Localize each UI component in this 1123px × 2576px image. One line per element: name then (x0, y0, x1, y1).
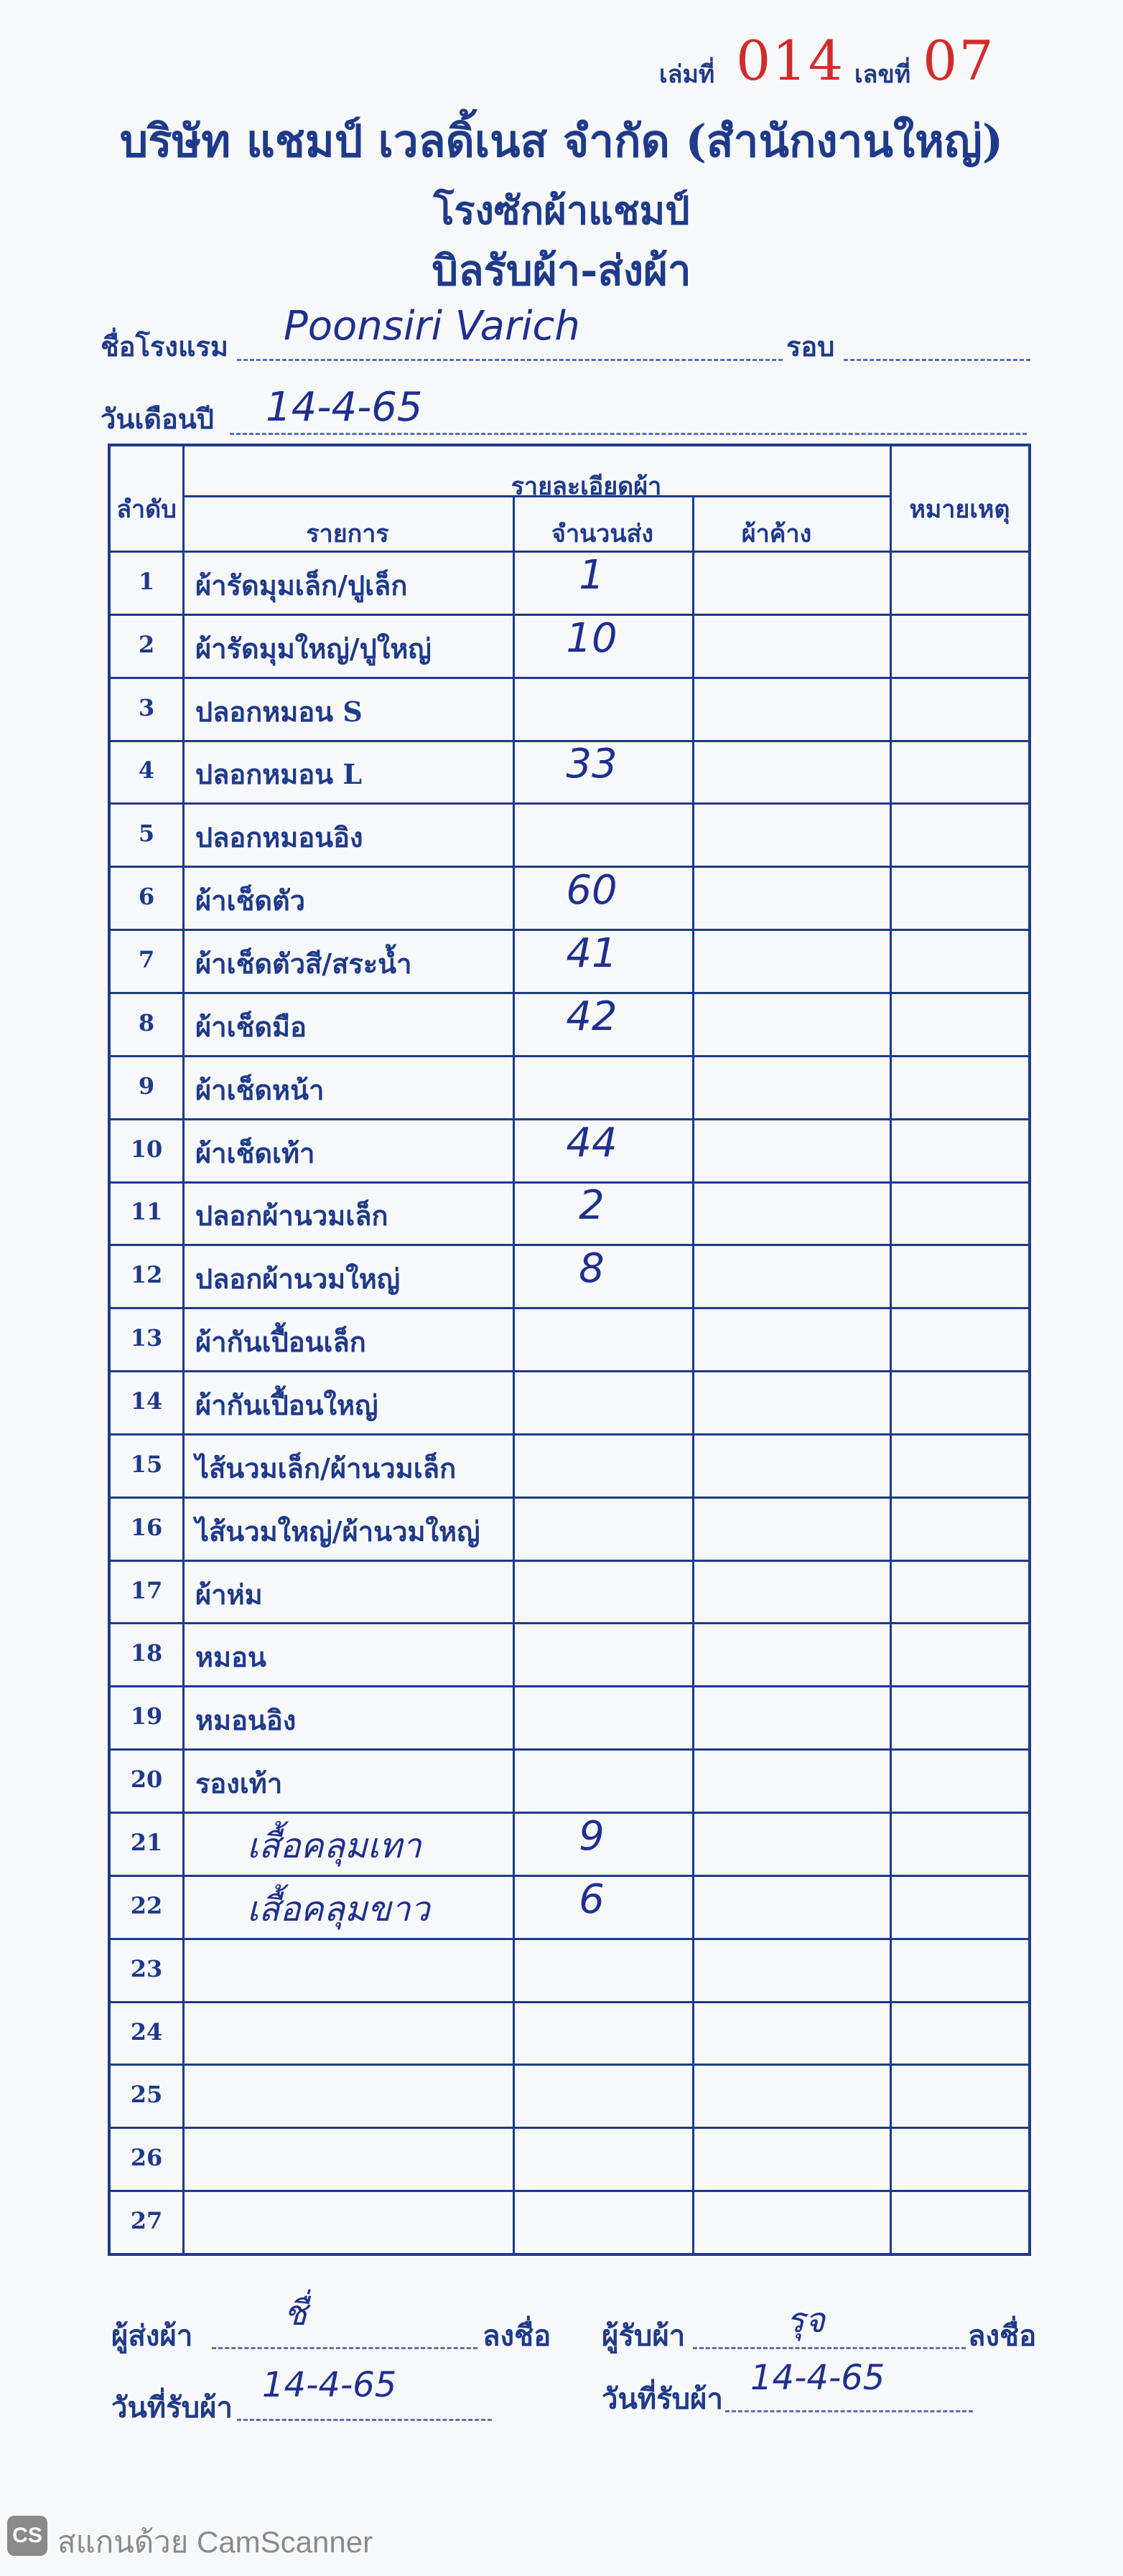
sender-sign: ชื่ (284, 2293, 307, 2333)
row-number: 27 (130, 2207, 163, 2235)
row-item: ผ้ารัดมุมใหญ่/ปูใหญ่ (195, 632, 432, 665)
row-send-qty: 60 (566, 867, 618, 914)
row-number: 13 (130, 1324, 163, 1352)
row-item: ปลอกหมอน L (195, 758, 363, 791)
row-item: ผ้าเช็ดหน้า (195, 1073, 325, 1106)
row-handwritten-item: เสื้อคลุมเทา (247, 1825, 421, 1866)
right-date-value: 14-4-65 (750, 2358, 885, 2398)
row-item: หมอนอิง (195, 1704, 297, 1737)
row-divider (111, 1307, 1028, 1309)
row-send-qty: 6 (579, 1875, 605, 1923)
row-send-qty: 44 (566, 1119, 618, 1166)
col-remark-header: หมายเหตุ (909, 495, 1010, 524)
date-value: 14-4-65 (266, 384, 423, 431)
row-item: ปลอกหมอน S (195, 695, 363, 728)
col-pending-header: ผ้าค้าง (741, 520, 812, 548)
left-date-line (237, 2419, 492, 2421)
sender-label: ผู้ส่งผ้า (111, 2319, 193, 2353)
row-number: 12 (130, 1261, 163, 1289)
date-line (230, 433, 1027, 435)
book-number-row (646, 22, 1020, 100)
row-divider (111, 1938, 1028, 1940)
receiver-label: ผู้รับผ้า (602, 2319, 686, 2353)
row-number: 14 (130, 1387, 163, 1415)
column-divider (692, 495, 694, 2253)
row-number: 16 (130, 1513, 163, 1541)
plant-name: โรงซักผ้าแชมป์ (433, 187, 690, 233)
row-item: ไส้นวมใหญ่/ผ้านวมใหญ่ (195, 1514, 480, 1547)
row-number: 5 (138, 820, 155, 848)
row-number: 25 (130, 2081, 163, 2109)
row-divider (111, 2190, 1028, 2192)
row-item: ผ้ากันเปื้อนเล็ก (195, 1326, 366, 1359)
row-send-qty: 33 (566, 741, 618, 788)
round-label: รอบ (786, 330, 835, 362)
row-number: 4 (138, 757, 155, 784)
col-no-header: ลำดับ (116, 495, 177, 524)
row-item: ปลอกผ้านวมใหญ่ (195, 1263, 401, 1296)
row-number: 22 (130, 1891, 163, 1919)
left-date-label: วันที่รับผ้า (111, 2391, 233, 2425)
right-date-line (725, 2410, 973, 2412)
row-divider (111, 2064, 1028, 2066)
row-divider (111, 677, 1028, 679)
row-item: ผ้าเช็ดตัวสี/สระน้ำ (195, 947, 412, 980)
row-item: ผ้าเช็ดมือ (195, 1010, 307, 1043)
camscanner-text: สแกนด้วย CamScanner (57, 2525, 373, 2559)
row-number: 20 (130, 1766, 163, 1794)
hotel-label: ชื่อโรงแรม (101, 330, 228, 362)
receiver-line (693, 2347, 966, 2349)
sign-label-right: ลงชื่อ (968, 2319, 1037, 2353)
row-send-qty: 8 (579, 1245, 605, 1293)
date-label: วันเดือนปี (101, 403, 214, 435)
hotel-value: Poonsiri Varich (284, 303, 580, 350)
row-item: ผ้ารัดมุมเล็ก/ปูเล็ก (195, 568, 408, 601)
hotel-line (237, 359, 783, 361)
row-number: 9 (138, 1072, 155, 1100)
row-send-qty: 1 (579, 551, 605, 599)
row-item: ผ้ากันเปื้อนใหญ่ (195, 1389, 378, 1421)
row-item: หมอน (195, 1641, 266, 1674)
row-item: ผ้าห่ม (195, 1578, 263, 1611)
row-number: 7 (138, 946, 155, 974)
column-divider (182, 446, 185, 2253)
row-number: 10 (130, 1135, 163, 1163)
row-item: ผ้าเช็ดตัว (195, 884, 306, 917)
col-detail-header: รายละเอียดผ้า (511, 472, 662, 501)
receiver-sign: รุจ (786, 2300, 825, 2341)
row-number: 18 (130, 1639, 163, 1667)
row-send-qty: 9 (579, 1812, 605, 1860)
row-item: ไส้นวมเล็ก/ผ้านวมเล็ก (195, 1451, 457, 1484)
row-divider (111, 1560, 1028, 1562)
row-divider (111, 1497, 1028, 1499)
row-number: 23 (130, 1954, 163, 1982)
row-send-qty: 2 (579, 1182, 605, 1230)
row-number: 1 (138, 567, 155, 595)
row-number: 17 (130, 1576, 163, 1604)
row-handwritten-item: เสื้อคลุมขาว (247, 1888, 430, 1929)
row-divider (111, 1685, 1028, 1687)
row-send-qty: 10 (566, 614, 618, 662)
row-divider (111, 2001, 1028, 2003)
row-number: 15 (130, 1450, 163, 1478)
row-number: 19 (130, 1702, 163, 1730)
sender-line (212, 2347, 477, 2349)
row-divider (111, 1370, 1028, 1372)
row-item: ผ้าเช็ดเท้า (195, 1136, 315, 1169)
row-number: 21 (130, 1828, 163, 1856)
row-number: 3 (138, 693, 155, 721)
col-send-qty-header: จำนวนส่ง (551, 520, 653, 548)
col-item-header: รายการ (306, 520, 389, 548)
row-item: รองเท้า (195, 1767, 283, 1800)
row-divider (111, 1055, 1028, 1057)
right-date-label: วันที่รับผ้า (602, 2382, 723, 2416)
row-divider (111, 1433, 1028, 1435)
no-label: เลขที่ (854, 60, 911, 89)
left-date-value: 14-4-65 (262, 2365, 397, 2405)
row-divider (111, 1622, 1028, 1624)
sign-label-left: ลงชื่อ (483, 2319, 551, 2353)
row-send-qty: 42 (566, 993, 618, 1040)
linen-table (108, 444, 1031, 2256)
company-name: บริษัท แชมป์ เวลดิ้เนส จำกัด (สำนักงานใหญ่) (119, 115, 1004, 167)
column-divider (890, 446, 892, 2253)
row-divider (111, 802, 1028, 805)
row-number: 26 (130, 2144, 163, 2172)
row-send-qty: 41 (566, 930, 618, 978)
row-number: 8 (138, 1008, 155, 1036)
book-number: 014 (736, 29, 845, 93)
no-number: 07 (923, 29, 995, 93)
row-number: 6 (138, 883, 155, 911)
row-number: 24 (130, 2018, 163, 2046)
camscanner-icon: CS (7, 2516, 47, 2556)
row-item: ปลอกผ้านวมเล็ก (195, 1199, 388, 1232)
row-divider (111, 2127, 1028, 2129)
row-number: 2 (138, 630, 155, 658)
round-line (844, 359, 1030, 361)
book-label: เล่มที่ (659, 60, 715, 89)
bill-title: บิลรับผ้า-ส่งผ้า (432, 246, 691, 295)
row-divider (111, 1748, 1028, 1751)
row-number: 11 (130, 1198, 163, 1226)
row-item: ปลอกหมอนอิง (195, 821, 363, 854)
